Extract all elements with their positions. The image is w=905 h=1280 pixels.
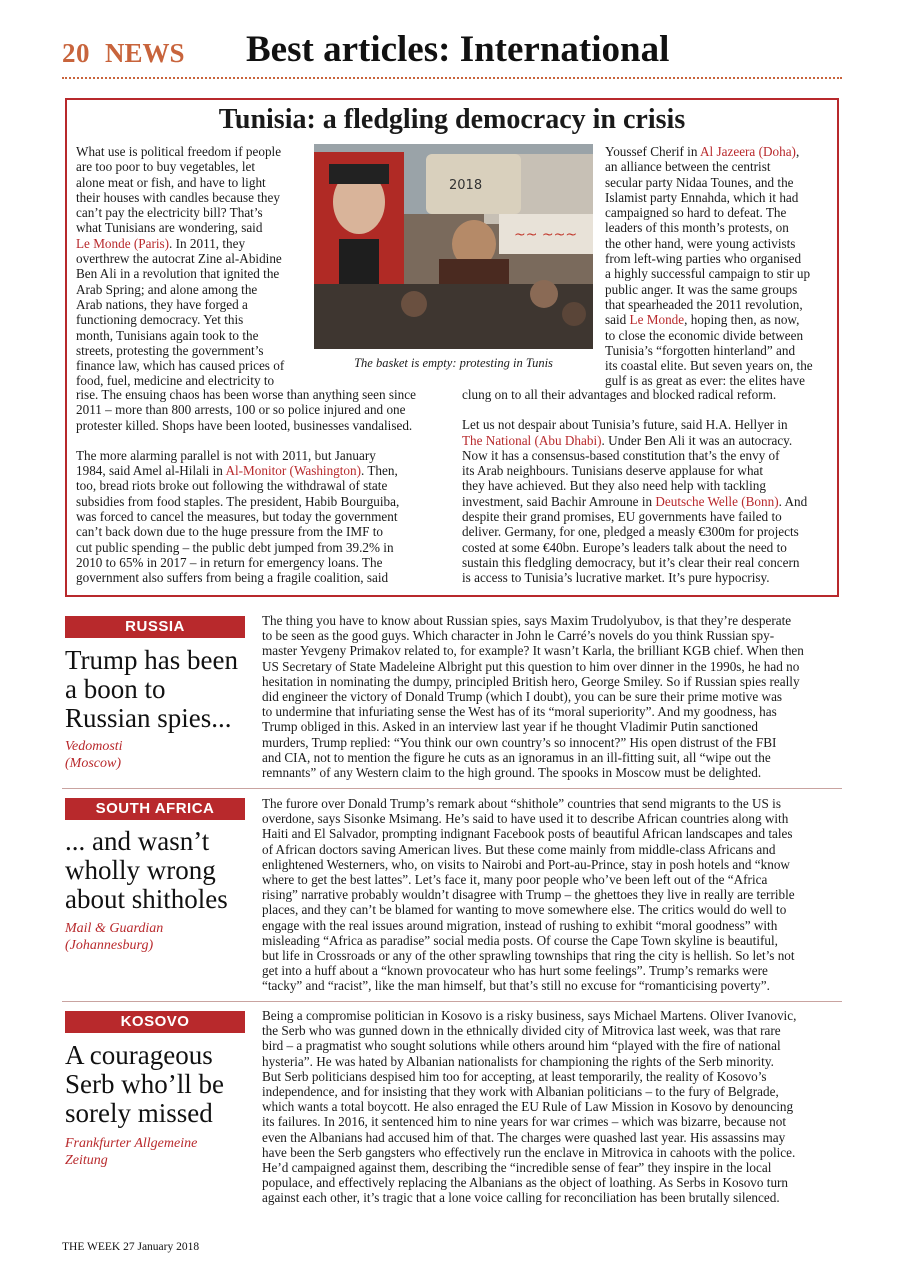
story-body-kosovo <box>262 1008 837 1206</box>
text-line: is access to Tunisia’s lucrative market. It’s pure hypocrisy. <box>462 570 770 586</box>
section-label: NEWS <box>105 38 185 68</box>
text-line: The furore over Donald Trump’s remark about “shithole” countries that send migrants to the US is <box>262 796 781 811</box>
text-line: rising” narrative probably wouldn’t disagree with Trump – the ghettoes they live in really are terrible <box>262 887 795 903</box>
text-line: have been the Serb gangsters who effectively run the enclave in Mitrovica in cahoots with the police. <box>262 1144 796 1160</box>
text-line: engage with the real issues around migration, instead of rushing to exhibit “moral goodness” with <box>262 917 778 933</box>
country-tag-russia: RUSSIA <box>65 616 245 638</box>
protest-photo-graphic <box>314 144 593 349</box>
story-source[interactable]: Frankfurter Allgemeine Zeitung <box>65 1136 198 1168</box>
text-line: overdone, says Sisonke Msimang. He’s said to have used it to describe African countries along with <box>262 811 789 827</box>
story-headline[interactable]: ... and wasn’t wholly wrong about shitholes <box>65 826 228 914</box>
text-line: streets, protesting the government’s <box>76 342 264 358</box>
text-line: to close the economic divide between <box>605 327 804 343</box>
text-line: 2010 to 65% in 2017 – in return for emergency loans. The <box>76 554 383 570</box>
text-line: what Tunisians are wondering, said <box>76 220 263 236</box>
source-link-al-monitor[interactable]: Al-Monitor (Washington) <box>225 463 362 479</box>
page-footer: THE WEEK 27 January 2018 <box>62 1241 200 1253</box>
text-line: sustain this fledgling democracy, but it’s clear their real concern <box>462 554 800 570</box>
story-body-south-africa <box>262 796 837 994</box>
text-line: hesitation in nominating the dumpy, principled British hero, George Smiley. So if Russian spies really <box>262 673 800 689</box>
text-line: bird – a pragmatist who sought solutions while others around him “played with the fire of national <box>262 1038 781 1054</box>
text-line: subsidies from food staples. The president, Habib Bourguiba, <box>76 493 400 509</box>
text-line: Tunisia’s “forgotten hinterland” and <box>605 342 796 358</box>
source-link-the-national[interactable]: The National (Abu Dhabi) <box>462 432 602 448</box>
text-line: investment, said Bachir Amroune in Deutsche Welle (Bonn). And <box>462 493 808 509</box>
text-line: despite their grand promises, EU governments have failed to <box>462 509 782 525</box>
svg-text:~~ ~~~: ~~ ~~~ <box>514 227 578 243</box>
story-divider <box>62 1001 842 1002</box>
source-link-le-monde-2[interactable]: Le Monde <box>629 312 685 328</box>
text-line: Being a compromise politician in Kosovo is a risky business, says Michael Martens. Oliver Ivanovic, <box>262 1008 797 1023</box>
protest-photo <box>314 144 593 349</box>
text-line: to undermine that infuriating sense the West has of its “moral superiority”. And my goodness, has <box>262 704 777 720</box>
text-line: remnants” of any Western claim to the high ground. The spooks in Moscow must be delighted. <box>262 765 762 781</box>
source-link-deutsche-welle[interactable]: Deutsche Welle (Bonn) <box>655 493 779 509</box>
text-line: deliver. Germany, for one, pledged a measly €300m for projects <box>462 524 799 540</box>
text-line: did engineer the victory of Donald Trump (which I doubt), you can be sure their prime motive was <box>262 689 783 705</box>
header-divider <box>62 77 842 79</box>
text-line: are too poor to buy vegetables, let <box>76 159 256 175</box>
story-source[interactable]: Vedomosti (Moscow) <box>65 739 123 771</box>
text-line: “tacky” and “racist”, like the man himself, but that’s still no excuse for “romanticising poverty”. <box>262 978 770 994</box>
text-line: campaigned so hard to defeat. The <box>605 205 787 221</box>
text-line: clung on to all their advantages and blocked radical reform. <box>462 387 777 402</box>
text-line: The thing you have to know about Russian spies, says Maxim Trudolyubov, is that they’re desperate <box>262 613 792 628</box>
text-line: of African doctors saving American lives. But these come mainly from middle-class Africans and <box>262 841 776 857</box>
page-title: Best articles: International <box>246 29 670 70</box>
text-line: to be seen as the good guys. Which character in John le Carré’s novels do you think Russian spy- <box>262 628 775 644</box>
text-line: from left-wing parties who organised <box>605 251 802 267</box>
text-line: Trump obliged in this. Asked in an interview last year if he thought Vladimir Putin sanctioned <box>262 719 758 735</box>
text-line: where to get the best lattes”. Let’s face it, many poor people who’ve been left out of the “Africa <box>262 872 768 888</box>
text-line: the Serb who was gunned down in the ethnically divided city of Mitrovica last week, was that rare <box>262 1023 781 1039</box>
text-line: Haiti and El Salvador, prompting indignant Facebook posts of beautiful African landscapes and tales <box>262 826 793 842</box>
text-line: can’t back down due to the huge pressure from the IMF to <box>76 524 384 540</box>
text-line: populace, and effectively replacing the Albanians as the object of loathing. As Serbs in Kosovo turn <box>262 1175 789 1191</box>
text-line: the other hand, were young activists <box>605 235 796 251</box>
photo-caption: The basket is empty: protesting in Tunis <box>354 356 553 370</box>
text-line: misleading “Africa as paradise” social media posts. Of course the Cape Town skyline is beautiful, <box>262 932 778 948</box>
source-link-le-monde[interactable]: Le Monde (Paris) <box>76 235 170 251</box>
text-line: The National (Abu Dhabi). Under Ben Ali it was an autocracy. <box>462 432 793 448</box>
text-line: its coastal elite. But seven years on, the <box>605 358 813 374</box>
text-line: protester killed. Shops have been looted, businesses vandalised. <box>76 417 413 433</box>
text-line: said Le Monde, hoping then, as now, <box>605 312 800 328</box>
text-line: which wants a total boycott. He also enraged the EU Rule of Law Mission in Kosovo by denouncing <box>262 1099 794 1115</box>
text-line: Islamist party Ennahda, which it had <box>605 189 799 205</box>
text-line: that spearheaded the 2011 revolution, <box>605 296 803 312</box>
text-line: get into a huff about a “known provocateur who has hurt some feelings”. Trump’s remarks were <box>262 963 768 979</box>
text-line: rise. The ensuing chaos has been worse than anything seen since <box>76 387 416 402</box>
tunisia-lower-right-column <box>462 387 834 586</box>
text-line: gulf is as great as ever: the elites have <box>605 373 805 389</box>
text-line: month, Tunisians again took to the <box>76 327 259 343</box>
story-divider <box>62 788 842 789</box>
text-line: their houses with candles because they <box>76 189 280 205</box>
tunisia-lower-left-column <box>76 387 456 586</box>
text-line: places, and they can’t be blamed for wanting to move somewhere else. The critics would do well to <box>262 902 787 918</box>
source-link-al-jazeera[interactable]: Al Jazeera (Doha) <box>700 144 796 159</box>
text-line: its Arab neighbours. Tunisians deserve applause for what <box>462 463 764 479</box>
tunisia-headline: Tunisia: a fledgling democracy in crisis <box>218 104 686 135</box>
text-line: government also suffers from being a fragile coalition, said <box>76 570 389 586</box>
text-line: master Yevgeny Primakov related to, for example? It wasn’t Karla, the brilliant KGB chief. When then <box>262 643 804 659</box>
text-line: Arab nations, they have forged a <box>76 296 248 312</box>
text-line: The more alarming parallel is not with 2011, but January <box>76 447 376 463</box>
text-line: a highly successful campaign to stir up <box>605 266 811 282</box>
text-line: too, bread riots broke out following the withdrawal of state <box>76 478 388 494</box>
text-line: enlightened Westerners, who, on visits to Nairobi and Port-au-Prince, stay in posh hotels and “know <box>262 856 790 872</box>
text-line: He’d campaigned against them, describing the “incredible sense of fear” they inspire in the local <box>262 1160 772 1176</box>
text-line: finance law, which has caused prices of <box>76 358 285 374</box>
country-tag-kosovo: KOSOVO <box>65 1011 245 1033</box>
text-line: an alliance between the centrist <box>605 159 771 175</box>
text-line: murders, Trump replied: “You think our own country’s so innocent?” His open distrust of the FBI <box>262 734 777 750</box>
story-body-russia <box>262 613 837 780</box>
text-line: food, fuel, medicine and electricity to <box>76 373 275 389</box>
text-line: its failures. In 2016, it sentenced him to nine years for war crimes – which was bizarre, because not <box>262 1114 787 1130</box>
text-line: 1984, said Amel al-Hilali in Al-Monitor (Washington). Then, <box>76 463 398 479</box>
text-line: Youssef Cherif in Al Jazeera (Doha), <box>605 144 800 159</box>
text-line: even the Albanians had accused him of that. The charges were quashed last year. His assassins may <box>262 1129 786 1145</box>
text-line: and CIA, not to mention the figure he cuts as an ignoramus in an ill-fitting suit, all “wipe out the <box>262 749 771 765</box>
text-line: Ben Ali in a revolution that ignited the <box>76 266 280 282</box>
story-source[interactable]: Mail & Guardian (Johannesburg) <box>65 921 164 953</box>
text-line: can’t pay the electricity bill? That’s <box>76 205 263 221</box>
text-line: but life in Crossroads or any of the other sprawling townships that ring the city is hellish. So let’s not <box>262 948 795 964</box>
text-line: Let us not despair about Tunisia’s future, said H.A. Hellyer in <box>462 417 788 433</box>
text-line: hysteria”. He was hated by Albanian nationalists for championing the rights of the Serb minority. <box>262 1053 774 1069</box>
text-line: overthrew the autocrat Zine al-Abidine <box>76 251 282 267</box>
country-tag-south-africa: SOUTH AFRICA <box>65 798 245 820</box>
text-line: 2011 – more than 800 arrests, 100 or so police injured and one <box>76 402 406 418</box>
text-line: Le Monde (Paris). In 2011, they <box>76 235 246 251</box>
text-line: independence, and for insisting that they work with Albanian politicians – to the fury of Belgrade, <box>262 1084 779 1100</box>
text-line: leaders of this month’s protests, on <box>605 220 789 236</box>
text-line: What use is political freedom if people <box>76 144 282 159</box>
text-line: they have achieved. But they also need help with tackling <box>462 478 766 494</box>
text-line: Now it has a consensus-based constitution that’s the envy of <box>462 447 780 463</box>
text-line: costed at some €40bn. Europe’s leaders talk about the need to <box>462 539 787 555</box>
text-line: functioning democracy. Yet this <box>76 312 244 328</box>
story-headline[interactable]: A courageous Serb who’ll be sorely missed <box>65 1040 224 1128</box>
tunisia-left-column <box>76 144 312 389</box>
text-line: alone meat or fish, and have to light <box>76 174 266 190</box>
text-line: against each other, it’s tragic that a lone voice calling for reconciliation has been brutally silenced. <box>262 1190 780 1206</box>
text-line: Arab Spring; and alone among the <box>76 281 258 297</box>
text-line: public anger. It was the same groups <box>605 281 798 297</box>
text-line: US Secretary of State Madeleine Albright put this question to him over dinner in the 1990s, he had no <box>262 658 800 674</box>
page-number: 20 <box>62 38 90 68</box>
text-line: was forced to cancel the measures, but today the government <box>76 509 398 525</box>
text-line: secular party Nidaa Tounes, and the <box>605 174 794 190</box>
tunisia-right-column <box>605 144 833 389</box>
basket-year-label: 2018 <box>449 178 483 193</box>
text-line: But Serb politicians despised him too for accepting, at least temporarily, the reality of Kosovo’s <box>262 1068 767 1084</box>
story-headline[interactable]: Trump has been a boon to Russian spies... <box>65 645 238 733</box>
text-line: cut public spending – the public debt jumped from 39.2% in <box>76 539 394 555</box>
